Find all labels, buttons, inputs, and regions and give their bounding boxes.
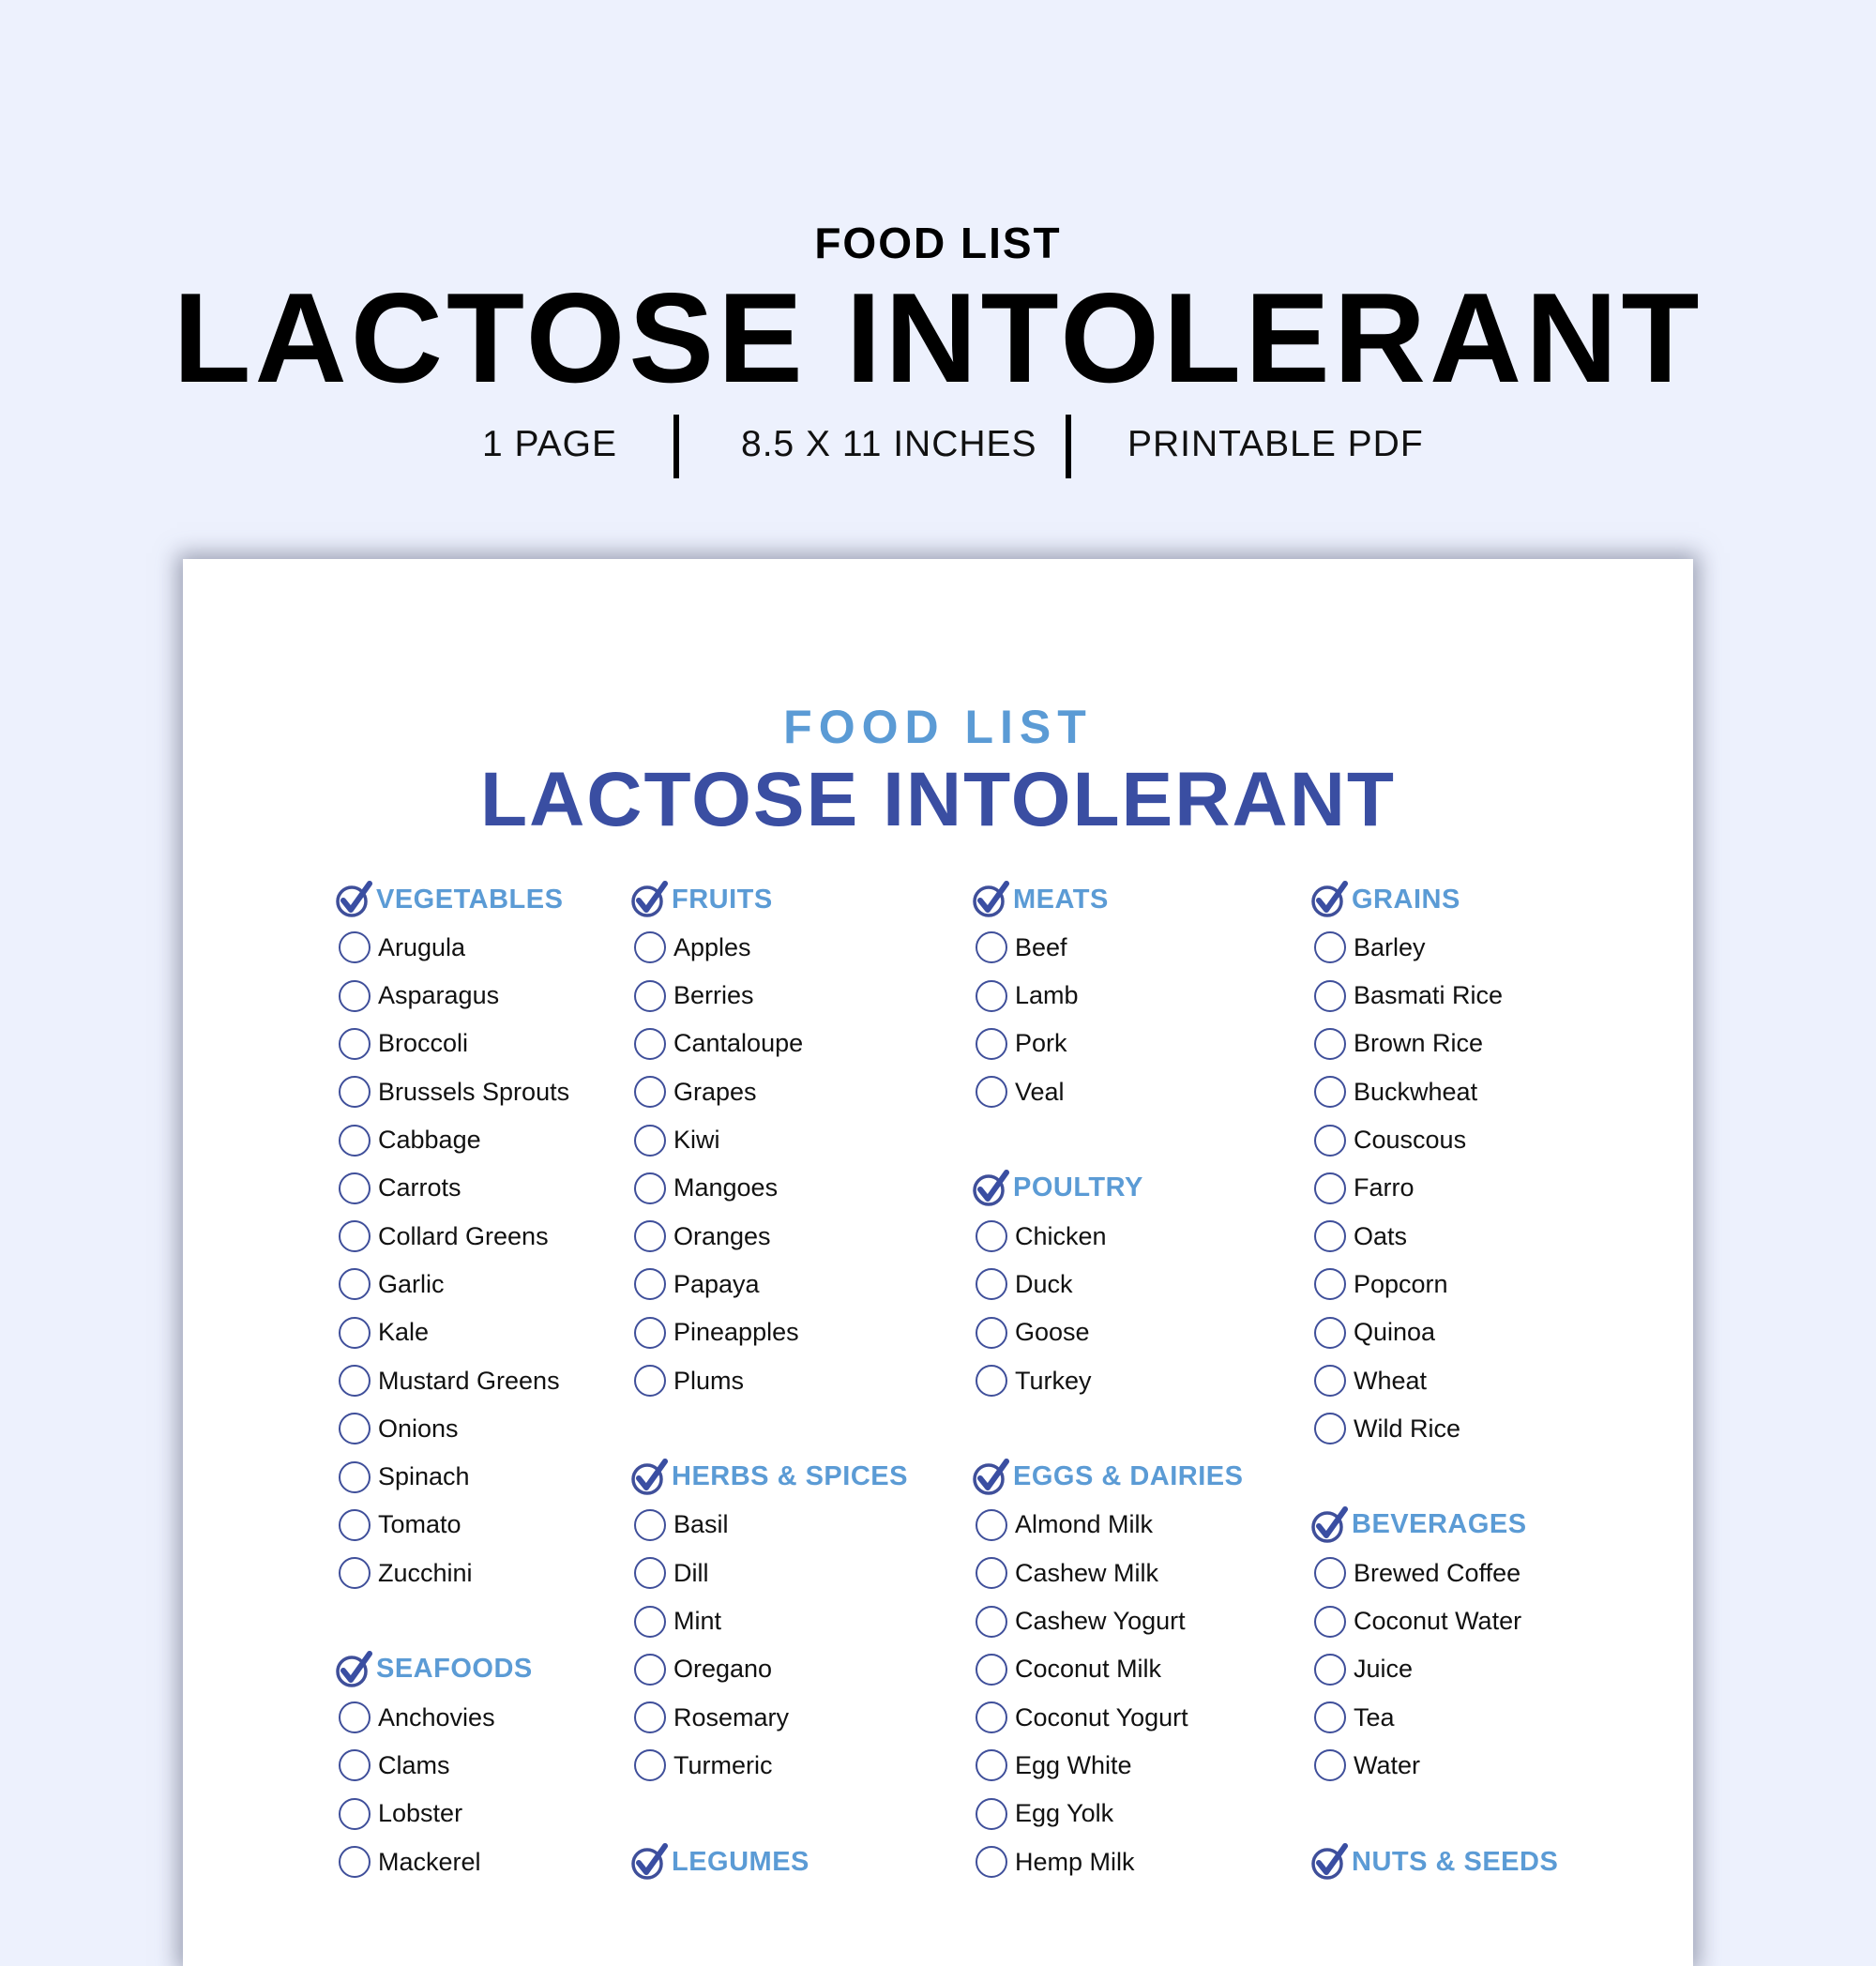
- list-item[interactable]: [1314, 975, 1503, 1017]
- list-item[interactable]: [976, 1841, 1135, 1883]
- list-item[interactable]: [634, 1697, 789, 1738]
- checkbox-circle[interactable]: [976, 1798, 1007, 1830]
- checkbox-circle[interactable]: [634, 1557, 666, 1589]
- checked-circle-icon: [972, 1459, 1009, 1496]
- section-header: [335, 879, 563, 920]
- item-label: Plums: [673, 1366, 745, 1395]
- checkbox-circle[interactable]: [634, 1172, 666, 1204]
- checkbox-circle[interactable]: [339, 1365, 371, 1397]
- item-label: Cabbage: [378, 1126, 481, 1154]
- item-label: Grapes: [673, 1077, 757, 1106]
- section-header: [630, 1841, 809, 1883]
- item-label: Oregano: [673, 1655, 773, 1684]
- document-title: LACTOSE INTOLERANT: [480, 757, 1396, 842]
- list-item[interactable]: [339, 1697, 495, 1738]
- list-item[interactable]: [1314, 1312, 1435, 1354]
- checkbox-circle[interactable]: [1314, 1749, 1346, 1781]
- list-item[interactable]: [634, 1360, 744, 1401]
- checkbox-circle[interactable]: [1314, 1365, 1346, 1397]
- checkbox-circle[interactable]: [339, 1268, 371, 1300]
- meta-divider: [1066, 415, 1071, 478]
- list-item[interactable]: [634, 1023, 803, 1065]
- list-item[interactable]: [976, 1505, 1153, 1546]
- checkbox-circle[interactable]: [1314, 1654, 1346, 1686]
- item-label: Arugula: [378, 932, 466, 961]
- checkbox-circle[interactable]: [1314, 1076, 1346, 1108]
- item-label: Brown Rice: [1354, 1029, 1484, 1058]
- checked-circle-icon: [972, 881, 1009, 918]
- item-label: Carrots: [378, 1173, 461, 1202]
- list-item[interactable]: [976, 1360, 1092, 1401]
- checkbox-circle[interactable]: [976, 1220, 1007, 1252]
- list-item[interactable]: [634, 1071, 757, 1112]
- item-label: Tea: [1354, 1702, 1395, 1732]
- checkbox-circle[interactable]: [976, 1846, 1007, 1878]
- section-title: FRUITS: [672, 884, 773, 915]
- item-label: Coconut Yogurt: [1015, 1702, 1188, 1732]
- item-label: Duck: [1015, 1269, 1073, 1298]
- item-label: Farro: [1354, 1173, 1415, 1202]
- section-title: VEGETABLES: [376, 884, 564, 915]
- list-item[interactable]: [339, 1120, 481, 1161]
- checkbox-circle[interactable]: [339, 1509, 371, 1541]
- list-item[interactable]: [339, 1168, 461, 1209]
- checkbox-circle[interactable]: [339, 1461, 371, 1493]
- checkbox-circle[interactable]: [1314, 1220, 1346, 1252]
- item-label: Veal: [1015, 1077, 1065, 1106]
- checkbox-circle[interactable]: [634, 1365, 666, 1397]
- item-label: Almond Milk: [1015, 1510, 1154, 1539]
- list-item[interactable]: [634, 1745, 773, 1786]
- document-subtitle: FOOD LIST: [783, 701, 1093, 753]
- item-label: Wheat: [1354, 1366, 1428, 1395]
- section-title: HERBS & SPICES: [672, 1461, 908, 1492]
- checked-circle-icon: [630, 881, 668, 918]
- item-label: Water: [1354, 1750, 1421, 1779]
- checked-circle-icon: [335, 881, 372, 918]
- item-label: Broccoli: [378, 1029, 469, 1058]
- item-label: Dill: [673, 1558, 709, 1587]
- item-label: Lamb: [1015, 981, 1079, 1010]
- checkbox-circle[interactable]: [1314, 1028, 1346, 1060]
- checkbox-circle[interactable]: [339, 980, 371, 1012]
- item-label: Lobster: [378, 1799, 463, 1828]
- item-label: Chicken: [1015, 1221, 1107, 1250]
- checkbox-circle[interactable]: [339, 1172, 371, 1204]
- checkbox-circle[interactable]: [976, 980, 1007, 1012]
- list-item[interactable]: [1314, 1216, 1407, 1257]
- checkbox-circle[interactable]: [976, 1701, 1007, 1733]
- item-label: Mint: [673, 1607, 722, 1635]
- list-item[interactable]: [1314, 1649, 1413, 1690]
- item-label: Oats: [1354, 1221, 1408, 1250]
- item-label: Pork: [1015, 1029, 1067, 1058]
- item-label: Egg Yolk: [1015, 1799, 1114, 1828]
- item-label: Quinoa: [1354, 1318, 1436, 1347]
- checkbox-circle[interactable]: [339, 1317, 371, 1349]
- list-item[interactable]: [976, 1023, 1067, 1065]
- item-label: Clams: [378, 1750, 450, 1779]
- list-item[interactable]: [339, 1312, 429, 1354]
- checkbox-circle[interactable]: [634, 1028, 666, 1060]
- section-header: [630, 1457, 908, 1498]
- item-label: Kale: [378, 1318, 430, 1347]
- section-title: POULTRY: [1013, 1172, 1143, 1203]
- section-title: BEVERAGES: [1352, 1509, 1527, 1540]
- checkbox-circle[interactable]: [976, 1268, 1007, 1300]
- checked-circle-icon: [630, 1843, 668, 1881]
- checkbox-circle[interactable]: [1314, 1268, 1346, 1300]
- list-item[interactable]: [339, 1023, 468, 1065]
- checkbox-circle[interactable]: [634, 1749, 666, 1781]
- list-item[interactable]: [634, 975, 754, 1017]
- checkbox-circle[interactable]: [1314, 1125, 1346, 1157]
- list-item[interactable]: [976, 927, 1067, 968]
- item-label: Popcorn: [1354, 1269, 1448, 1298]
- list-item[interactable]: [634, 1601, 721, 1642]
- checkbox-circle[interactable]: [634, 1701, 666, 1733]
- checkbox-circle[interactable]: [634, 1268, 666, 1300]
- header-subtitle: FOOD LIST: [814, 219, 1062, 267]
- list-item[interactable]: [634, 1312, 799, 1354]
- item-label: Onions: [378, 1414, 459, 1443]
- list-item[interactable]: [339, 927, 465, 968]
- list-item[interactable]: [976, 975, 1079, 1017]
- item-label: Asparagus: [378, 981, 500, 1010]
- checkbox-circle[interactable]: [634, 1606, 666, 1638]
- list-item[interactable]: [634, 1263, 760, 1305]
- item-label: Goose: [1015, 1318, 1090, 1347]
- checkbox-circle[interactable]: [339, 1220, 371, 1252]
- checkbox-circle[interactable]: [1314, 931, 1346, 963]
- item-label: Brewed Coffee: [1354, 1558, 1521, 1587]
- section-title: LEGUMES: [672, 1846, 809, 1877]
- checkbox-circle[interactable]: [634, 1220, 666, 1252]
- checkbox-circle[interactable]: [634, 1654, 666, 1686]
- checkbox-circle[interactable]: [1314, 1172, 1346, 1204]
- checkbox-circle[interactable]: [634, 1125, 666, 1157]
- checkbox-circle[interactable]: [634, 1076, 666, 1108]
- section-title: EGGS & DAIRIES: [1013, 1461, 1244, 1492]
- section-title: GRAINS: [1352, 884, 1460, 915]
- list-item[interactable]: [1314, 1552, 1520, 1594]
- item-label: Papaya: [673, 1269, 760, 1298]
- checked-circle-icon: [1310, 1506, 1348, 1544]
- section-header: [972, 879, 1109, 920]
- list-item[interactable]: [634, 1120, 720, 1161]
- item-label: Cashew Yogurt: [1015, 1607, 1186, 1635]
- meta-format: PRINTABLE PDF: [1127, 424, 1424, 464]
- list-item[interactable]: [976, 1745, 1132, 1786]
- item-label: Couscous: [1354, 1126, 1467, 1154]
- item-label: Cantaloupe: [673, 1029, 804, 1058]
- section-title: NUTS & SEEDS: [1352, 1846, 1559, 1877]
- list-item[interactable]: [1314, 1071, 1477, 1112]
- list-item[interactable]: [634, 927, 751, 968]
- list-item[interactable]: [1314, 1023, 1483, 1065]
- list-item[interactable]: [339, 1745, 450, 1786]
- list-item[interactable]: [1314, 1263, 1448, 1305]
- section-header: [1310, 1841, 1558, 1883]
- item-label: Mangoes: [673, 1173, 779, 1202]
- list-item[interactable]: [976, 1793, 1113, 1835]
- checkbox-circle[interactable]: [976, 1654, 1007, 1686]
- item-label: Kiwi: [673, 1126, 720, 1154]
- item-label: Tomato: [378, 1510, 461, 1539]
- section-header: [972, 1457, 1244, 1498]
- item-label: Anchovies: [378, 1702, 495, 1732]
- meta-pages: 1 PAGE: [482, 424, 618, 464]
- item-label: Berries: [673, 981, 754, 1010]
- section-header: [1310, 879, 1460, 920]
- item-label: Brussels Sprouts: [378, 1077, 570, 1106]
- list-item[interactable]: [976, 1649, 1161, 1690]
- list-item[interactable]: [1314, 1697, 1395, 1738]
- list-item[interactable]: [634, 1168, 778, 1209]
- item-label: Wild Rice: [1354, 1414, 1461, 1443]
- item-label: Buckwheat: [1354, 1077, 1478, 1106]
- checkbox-circle[interactable]: [339, 1076, 371, 1108]
- checkbox-circle[interactable]: [976, 931, 1007, 963]
- list-item[interactable]: [339, 1216, 549, 1257]
- list-item[interactable]: [976, 1312, 1090, 1354]
- list-item[interactable]: [1314, 1120, 1466, 1161]
- checkbox-circle[interactable]: [976, 1606, 1007, 1638]
- section-title: SEAFOODS: [376, 1654, 533, 1685]
- item-label: Collard Greens: [378, 1221, 549, 1250]
- checkbox-circle[interactable]: [1314, 1317, 1346, 1349]
- checkbox-circle[interactable]: [1314, 1701, 1346, 1733]
- item-label: Beef: [1015, 932, 1067, 961]
- list-item[interactable]: [339, 1408, 459, 1449]
- item-label: Hemp Milk: [1015, 1847, 1135, 1876]
- checkbox-circle[interactable]: [339, 1701, 371, 1733]
- item-label: Coconut Water: [1354, 1607, 1522, 1635]
- checked-circle-icon: [335, 1651, 372, 1688]
- checkbox-circle[interactable]: [976, 1076, 1007, 1108]
- item-label: Zucchini: [378, 1558, 473, 1587]
- meta-divider: [673, 415, 679, 478]
- checkbox-circle[interactable]: [339, 931, 371, 963]
- checked-circle-icon: [972, 1170, 1009, 1207]
- list-item[interactable]: [634, 1649, 772, 1690]
- list-item[interactable]: [1314, 1408, 1460, 1449]
- item-label: Coconut Milk: [1015, 1655, 1162, 1684]
- checkbox-circle[interactable]: [339, 1557, 371, 1589]
- list-item[interactable]: [339, 1360, 560, 1401]
- checkbox-circle[interactable]: [339, 1846, 371, 1878]
- item-label: Egg White: [1015, 1750, 1132, 1779]
- item-label: Mustard Greens: [378, 1366, 560, 1395]
- checkbox-circle[interactable]: [339, 1749, 371, 1781]
- item-label: Barley: [1354, 932, 1426, 961]
- item-label: Cashew Milk: [1015, 1558, 1159, 1587]
- item-label: Juice: [1354, 1655, 1414, 1684]
- checkbox-circle[interactable]: [976, 1028, 1007, 1060]
- checked-circle-icon: [1310, 1843, 1348, 1881]
- checkbox-circle[interactable]: [634, 980, 666, 1012]
- checkbox-circle[interactable]: [976, 1557, 1007, 1589]
- checkbox-circle[interactable]: [1314, 1557, 1346, 1589]
- list-item[interactable]: [339, 1552, 473, 1594]
- item-label: Oranges: [673, 1221, 771, 1250]
- list-item[interactable]: [976, 1071, 1065, 1112]
- list-item[interactable]: [1314, 1360, 1427, 1401]
- item-label: Apples: [673, 932, 751, 961]
- checkbox-circle[interactable]: [976, 1749, 1007, 1781]
- checkbox-circle[interactable]: [339, 1798, 371, 1830]
- header-title: LACTOSE INTOLERANT: [173, 266, 1703, 409]
- list-item[interactable]: [1314, 1745, 1420, 1786]
- checkbox-circle[interactable]: [1314, 1606, 1346, 1638]
- checkbox-circle[interactable]: [339, 1125, 371, 1157]
- list-item[interactable]: [339, 1071, 569, 1112]
- list-item[interactable]: [976, 1697, 1188, 1738]
- list-item[interactable]: [339, 1841, 481, 1883]
- section-header: [335, 1649, 533, 1690]
- checkbox-circle[interactable]: [1314, 980, 1346, 1012]
- document-preview: [183, 559, 1693, 1966]
- list-item[interactable]: [634, 1505, 729, 1546]
- meta-size: 8.5 X 11 INCHES: [741, 424, 1037, 464]
- checkbox-circle[interactable]: [976, 1509, 1007, 1541]
- checkbox-circle[interactable]: [976, 1317, 1007, 1349]
- checkbox-circle[interactable]: [339, 1028, 371, 1060]
- checked-circle-icon: [630, 1459, 668, 1496]
- list-item[interactable]: [339, 1263, 445, 1305]
- section-header: [972, 1168, 1143, 1209]
- item-label: Basmati Rice: [1354, 981, 1504, 1010]
- checkbox-circle[interactable]: [1314, 1413, 1346, 1444]
- list-item[interactable]: [1314, 1601, 1521, 1642]
- list-item[interactable]: [339, 1505, 461, 1546]
- list-item[interactable]: [1314, 927, 1426, 968]
- section-header: [1310, 1505, 1527, 1546]
- list-item[interactable]: [976, 1601, 1186, 1642]
- list-item[interactable]: [976, 1263, 1073, 1305]
- list-item[interactable]: [339, 975, 499, 1017]
- list-item[interactable]: [634, 1216, 771, 1257]
- checkbox-circle[interactable]: [339, 1413, 371, 1444]
- item-label: Pineapples: [673, 1318, 799, 1347]
- list-item[interactable]: [339, 1793, 462, 1835]
- list-item[interactable]: [634, 1552, 709, 1594]
- item-label: Turmeric: [673, 1750, 773, 1779]
- checked-circle-icon: [1310, 881, 1348, 918]
- list-item[interactable]: [1314, 1168, 1415, 1209]
- item-label: Basil: [673, 1510, 729, 1539]
- checkbox-circle[interactable]: [634, 1509, 666, 1541]
- list-item[interactable]: [976, 1552, 1158, 1594]
- checkbox-circle[interactable]: [634, 1317, 666, 1349]
- item-label: Rosemary: [673, 1702, 790, 1732]
- item-label: Turkey: [1015, 1366, 1092, 1395]
- list-item[interactable]: [976, 1216, 1107, 1257]
- checkbox-circle[interactable]: [634, 931, 666, 963]
- item-label: Garlic: [378, 1269, 445, 1298]
- checkbox-circle[interactable]: [976, 1365, 1007, 1397]
- section-header: [630, 879, 773, 920]
- item-label: Spinach: [378, 1462, 470, 1491]
- section-title: MEATS: [1013, 884, 1109, 915]
- item-label: Mackerel: [378, 1847, 481, 1876]
- list-item[interactable]: [339, 1457, 470, 1498]
